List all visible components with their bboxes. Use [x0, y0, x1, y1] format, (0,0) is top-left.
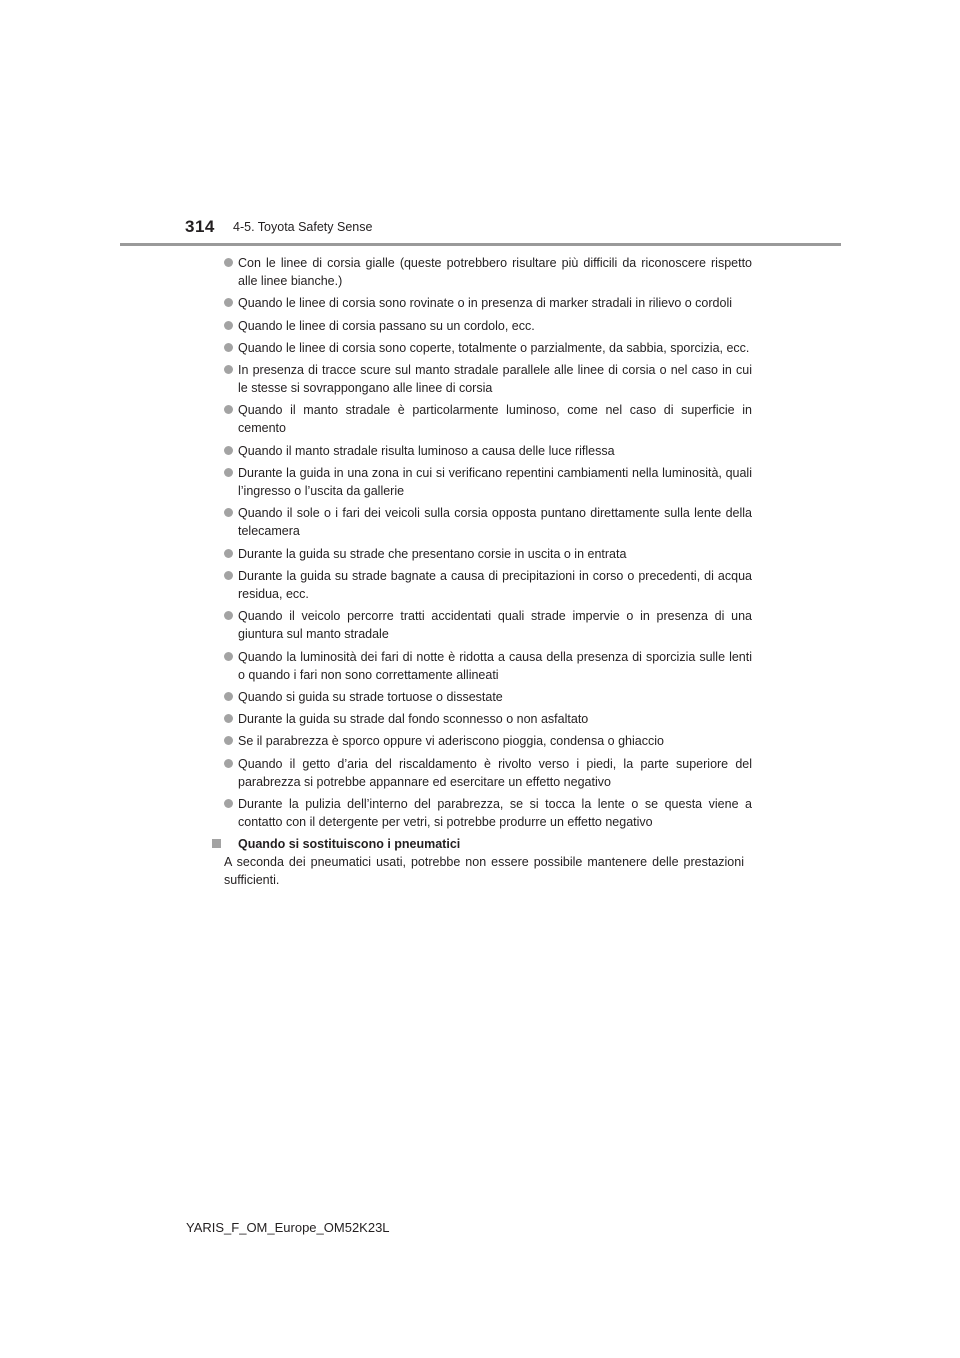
bullet-dot-icon: [224, 549, 233, 558]
list-item-text: Quando il getto d’aria del riscaldamento è rivolto verso i piedi, la parte superiore del parabrezza si potrebbe appannare ed esercitare un effetto negativo: [238, 756, 752, 789]
page-number: 314: [185, 217, 215, 236]
list-item-text: Quando il manto stradale è particolarmente luminoso, come nel caso di superficie in cemento: [238, 403, 752, 436]
list-item-text: Durante la guida in una zona in cui si verificano repentini cambiamenti nella luminosità, quali l’ingresso o l’uscita da gallerie: [238, 466, 752, 499]
list-item-text: Quando il veicolo percorre tratti accidentati quali strade impervie o in presenza di una giuntura sul manto stradale: [238, 609, 752, 642]
list-item: [224, 294, 752, 312]
document-code: YARIS_F_OM_Europe_OM52K23L: [186, 1220, 390, 1235]
list-item: [224, 442, 752, 460]
list-item-text: Quando le linee di corsia passano su un cordolo, ecc.: [238, 318, 535, 333]
list-item: [224, 607, 752, 643]
square-bullet-icon: [212, 839, 221, 848]
list-item: [224, 710, 752, 728]
list-item-text: Con le linee di corsia gialle (queste potrebbero risultare più difficili da riconoscere rispetto alle linee bianche.): [238, 256, 752, 288]
list-item: [224, 545, 752, 563]
list-item-text: Quando si guida su strade tortuose o dissestate: [238, 689, 503, 704]
list-item: [224, 317, 752, 335]
bullet-dot-icon: [224, 298, 233, 307]
main-content: [224, 254, 752, 889]
list-item-text: Durante la guida su strade dal fondo sconnesso o non asfaltato: [238, 712, 589, 727]
list-item-text: Quando le linee di corsia sono coperte, totalmente o parzialmente, da sabbia, sporcizia, ecc.: [238, 340, 750, 355]
bullet-dot-icon: [224, 446, 233, 455]
bullet-dot-icon: [224, 508, 233, 517]
bullet-list: [224, 254, 752, 831]
bullet-dot-icon: [224, 652, 233, 661]
bullet-dot-icon: [224, 321, 233, 330]
subsection-heading: [224, 835, 752, 853]
list-item: [224, 464, 752, 500]
list-item: [224, 361, 752, 397]
list-item-text: Durante la guida su strade bagnate a causa di precipitazioni in corso o precedenti, di acqua residua, ecc.: [238, 568, 752, 601]
list-item-text: Durante la pulizia dell’interno del parabrezza, se si tocca la lente o se questa viene a contatto con il detergente per vetri, si potrebbe produrre un effetto negativo: [238, 797, 752, 830]
list-item-text: Se il parabrezza è sporco oppure vi aderiscono pioggia, condensa o ghiaccio: [238, 734, 664, 749]
list-item: [224, 795, 752, 831]
list-item: [224, 688, 752, 706]
list-item-text: Durante la guida su strade che presentano corsie in uscita o in entrata: [238, 546, 627, 561]
section-title: 4-5. Toyota Safety Sense: [233, 220, 373, 234]
subsection-heading-text: Quando si sostituiscono i pneumatici: [238, 837, 461, 852]
bullet-dot-icon: [224, 405, 233, 414]
list-item-text: Quando la luminosità dei fari di notte è ridotta a causa della presenza di sporcizia sulle lenti o quando i fari non sono correttamente allineati: [238, 649, 752, 682]
bullet-dot-icon: [224, 714, 233, 723]
list-item-text: In presenza di tracce scure sul manto stradale parallele alle linee di corsia o nel caso in cui le stesse si sovrappongano alle linee di corsia: [238, 363, 752, 396]
list-item-text: Quando le linee di corsia sono rovinate o in presenza di marker stradali in rilievo o cordoli: [238, 296, 733, 311]
bullet-dot-icon: [224, 571, 233, 580]
bullet-dot-icon: [224, 736, 233, 745]
bullet-dot-icon: [224, 692, 233, 701]
bullet-dot-icon: [224, 759, 233, 768]
bullet-dot-icon: [224, 799, 233, 808]
list-item: [224, 567, 752, 603]
bullet-dot-icon: [224, 611, 233, 620]
subsection-body: A seconda dei pneumatici usati, potrebbe non essere possibile mantenere delle prestazioni sufficienti.: [224, 855, 744, 888]
list-item: [224, 755, 752, 791]
list-item: [224, 732, 752, 750]
bullet-dot-icon: [224, 343, 233, 352]
list-item-text: Quando il sole o i fari dei veicoli sulla corsia opposta puntano direttamente sulla lente della telecamera: [238, 506, 752, 539]
bullet-dot-icon: [224, 258, 233, 267]
list-item: [224, 254, 752, 290]
list-item: [224, 339, 752, 357]
bullet-dot-icon: [224, 468, 233, 477]
bullet-dot-icon: [224, 365, 233, 374]
list-item: [224, 648, 752, 684]
header-divider: [120, 243, 841, 246]
page-header: [0, 0, 960, 250]
list-item: [224, 401, 752, 437]
list-item: [224, 504, 752, 540]
list-item-text: Quando il manto stradale risulta luminoso a causa delle luce riflessa: [238, 443, 615, 458]
